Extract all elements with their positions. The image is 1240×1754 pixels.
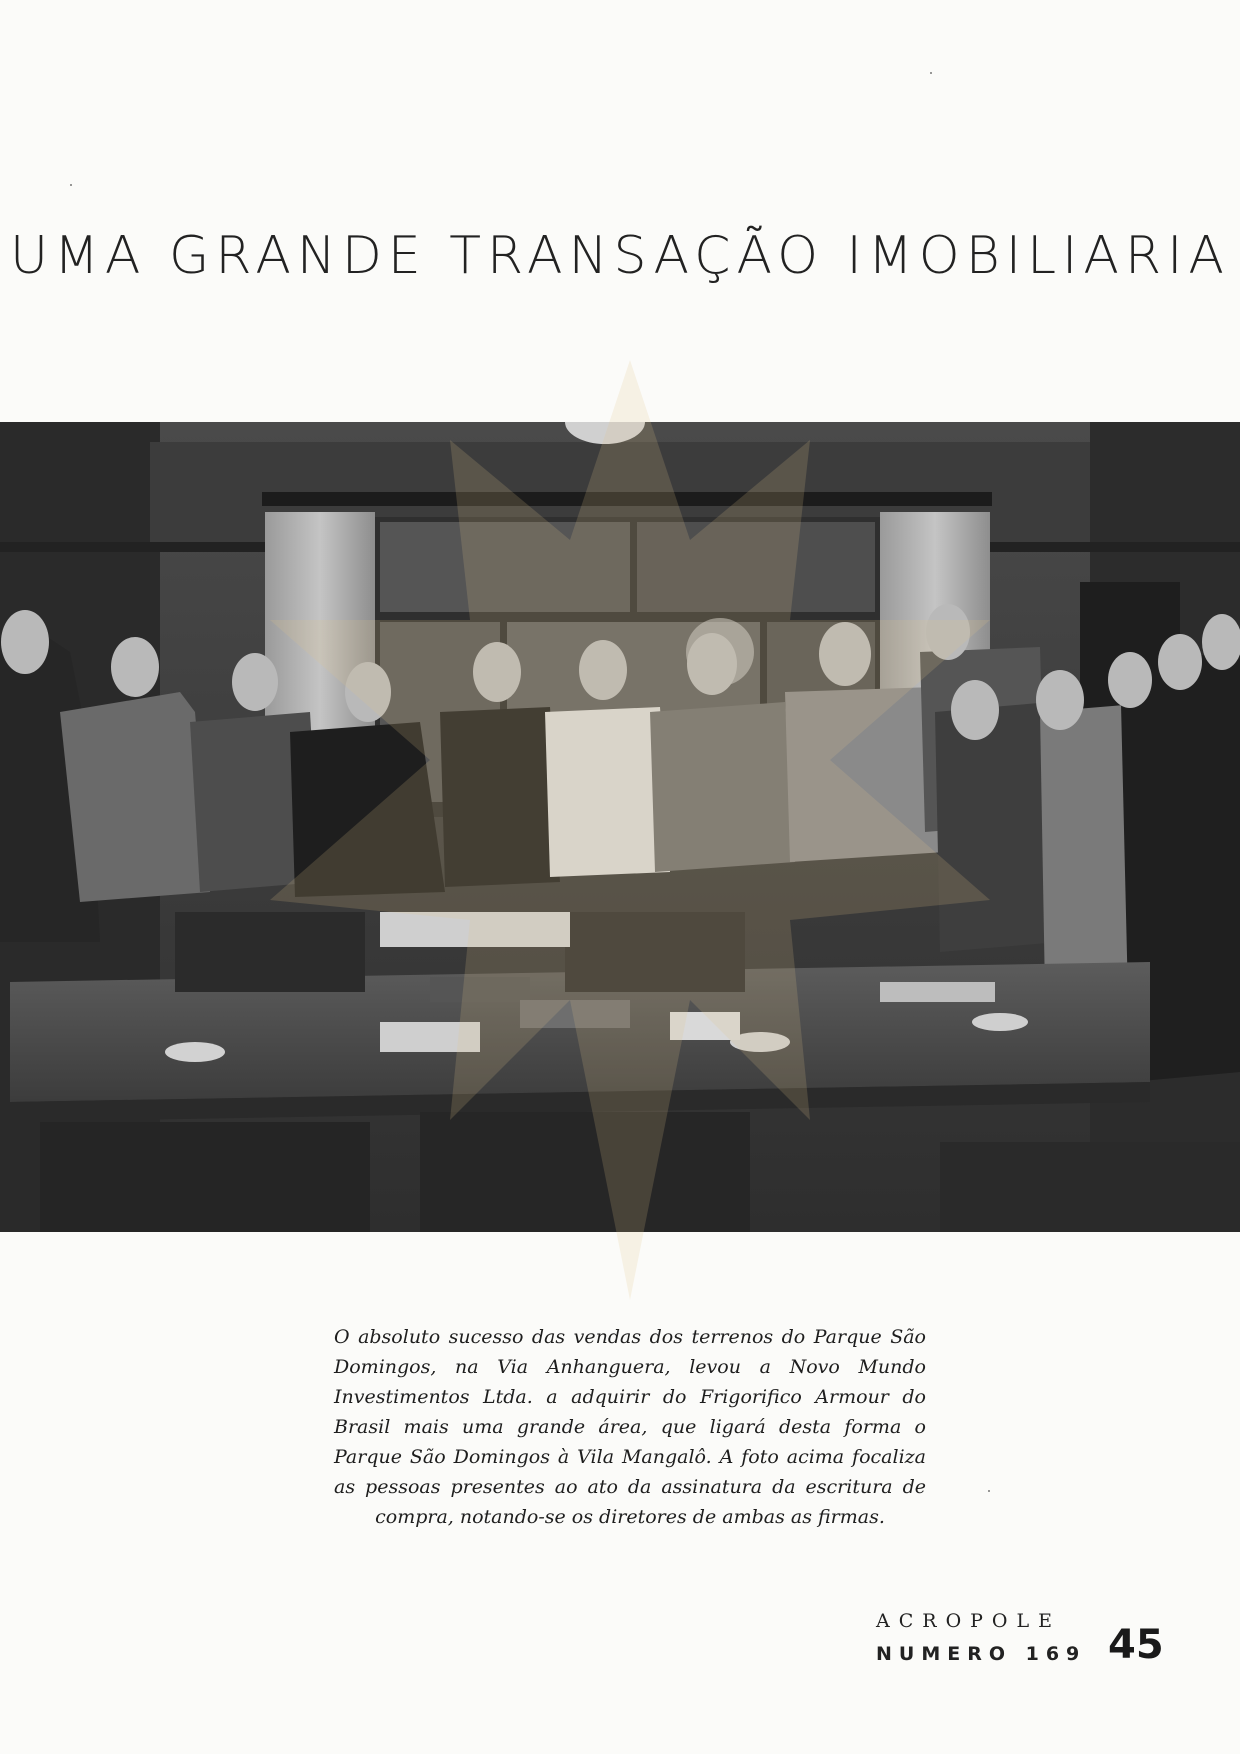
- paper-speck: [930, 72, 932, 74]
- paper-speck: [70, 184, 72, 186]
- meeting-photo: [0, 422, 1240, 1232]
- photo-caption: O absoluto sucesso das vendas dos terrenos do Parque São Domingos, na Via Anhanguera, levou a Novo Mundo Investimentos Ltda. a adquirir do Frigorifico Armour do Brasil mais uma grande área, que ligará desta forma o Parque São Domingos à Vila Mangalô. A foto acima focaliza as pessoas presentes ao ato da assinatura da escritura de compra, notando-se os diretores de ambas as firmas.: [334, 1326, 926, 1528]
- page-number: 45: [1108, 1622, 1164, 1668]
- article-title: UMA GRANDE TRANSAÇÃO IMOBILIARIA: [10, 226, 1230, 286]
- paper-speck: [988, 1490, 990, 1492]
- magazine-name: ACROPOLE: [876, 1610, 1061, 1632]
- issue-number: NUMERO 169: [876, 1643, 1087, 1665]
